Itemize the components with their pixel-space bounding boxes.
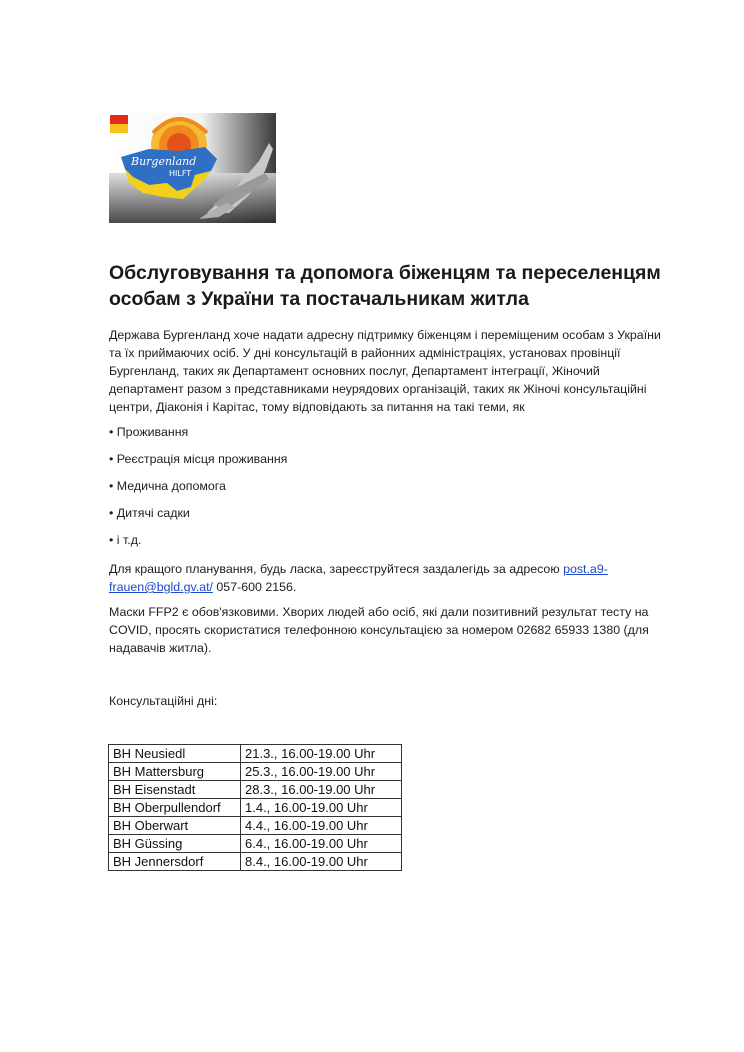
table-row bbox=[109, 763, 402, 781]
list-item: • і т.д. bbox=[109, 532, 287, 559]
table-cell-time: 4.4., 16.00-19.00 Uhr bbox=[241, 817, 402, 835]
intro-paragraph: Держава Бургенланд хоче надати адресну підтримку біженцям і переміщеним особам з України та їх приймаючих осіб. У дні консультацій в районних адміністраціях, установах провінції Бургенланд, таких як Департамент основних послуг, Департамент інтеграції, Жіночий департамент разом з представниками неурядових організацій, таких як Жіночі консультаційні центри, Діаконія і Карітас, тому відповідають за питання на такі теми, як bbox=[109, 328, 661, 414]
table-cell-time: 1.4., 16.00-19.00 Uhr bbox=[241, 799, 402, 817]
table-row bbox=[109, 781, 402, 799]
table-cell-place: BH Neusiedl bbox=[109, 745, 241, 763]
table-cell-place: BH Mattersburg bbox=[109, 763, 241, 781]
table-cell-place: BH Güssing bbox=[109, 835, 241, 853]
registration-text: Для кращого планування, будь ласка, зареєструйтеся заздалегідь за адресою bbox=[109, 562, 564, 576]
list-item: • Медична допомога bbox=[109, 478, 287, 505]
list-item: • Реєстрація місця проживання bbox=[109, 451, 287, 478]
table-row bbox=[109, 835, 402, 853]
burgenland-hilft-logo bbox=[109, 113, 276, 223]
table-row bbox=[109, 817, 402, 835]
topics-list bbox=[109, 424, 287, 559]
consultation-days-label: Консультаційні дні: bbox=[109, 694, 218, 708]
logo-text-hilft: HILFT bbox=[169, 169, 192, 178]
table-row bbox=[109, 799, 402, 817]
registration-phone: 057-600 2156. bbox=[212, 580, 297, 594]
table-row bbox=[109, 853, 402, 871]
table-cell-place: BH Jennersdorf bbox=[109, 853, 241, 871]
table-cell-place: BH Oberwart bbox=[109, 817, 241, 835]
table-cell-time: 21.3., 16.00-19.00 Uhr bbox=[241, 745, 402, 763]
table-cell-place: BH Oberpullendorf bbox=[109, 799, 241, 817]
table-cell-time: 28.3., 16.00-19.00 Uhr bbox=[241, 781, 402, 799]
masks-paragraph: Маски FFP2 є обов'язковими. Хворих людей або осіб, які дали позитивний результат тесту на COVID, просять скористатися телефонною консультацією за номером 02682 65933 1380 (для надавачів житла). bbox=[109, 605, 649, 655]
email-link[interactable]: post.a9-frauen@bgld.gv.at/ bbox=[109, 562, 608, 594]
table-cell-place: BH Eisenstadt bbox=[109, 781, 241, 799]
consultation-days-table bbox=[108, 744, 402, 871]
burgenland-flag-icon bbox=[110, 115, 128, 133]
logo-graphic bbox=[109, 113, 276, 223]
logo-text-burgenland: Burgenland bbox=[131, 155, 197, 168]
table-cell-time: 6.4., 16.00-19.00 Uhr bbox=[241, 835, 402, 853]
table-cell-time: 25.3., 16.00-19.00 Uhr bbox=[241, 763, 402, 781]
table-cell-time: 8.4., 16.00-19.00 Uhr bbox=[241, 853, 402, 871]
list-item: • Проживання bbox=[109, 424, 287, 451]
page-title: Обслуговування та допомога біженцям та переселенцям особам з України та постачальникам житла bbox=[109, 262, 661, 310]
registration-paragraph bbox=[109, 560, 669, 596]
table-row bbox=[109, 745, 402, 763]
list-item: • Дитячі садки bbox=[109, 505, 287, 532]
